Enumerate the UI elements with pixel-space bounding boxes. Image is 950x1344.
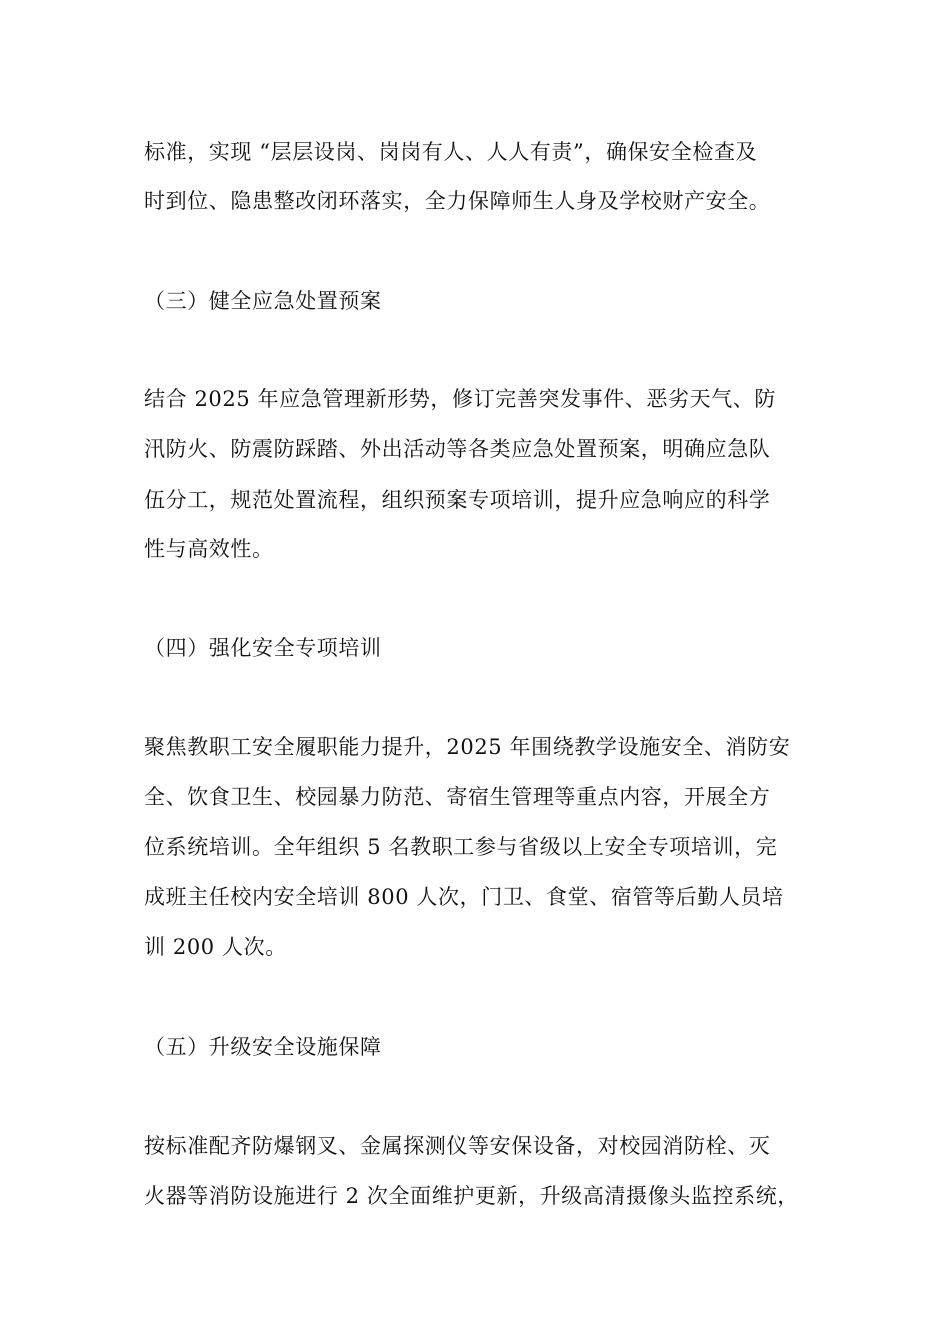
section-heading-3: （三）健全应急处置预案 — [144, 289, 382, 313]
paragraph-4-line-1: 按标准配齐防爆钢叉、金属探测仪等安保设备，对校园消防栓、灭 — [144, 1134, 771, 1158]
paragraph-1-line-1: 标准，实现 “层层设岗、岗岗有人、人人有责”，确保安全检查及 — [144, 140, 758, 164]
paragraph-3-line-1: 聚焦教职工安全履职能力提升，2025 年围绕教学设施安全、消防安 — [144, 735, 791, 759]
paragraph-3-line-3: 位系统培训。全年组织 5 名教职工参与省级以上安全专项培训，完 — [144, 835, 778, 859]
section-heading-5: （五）升级安全设施保障 — [144, 1035, 382, 1059]
paragraph-2-line-2: 汛防火、防震防踩踏、外出活动等各类应急处置预案，明确应急队 — [144, 437, 771, 461]
paragraph-3-line-5: 训 200 人次。 — [144, 935, 287, 959]
paragraph-2-line-1: 结合 2025 年应急管理新形势，修订完善突发事件、恶劣天气、防 — [144, 387, 776, 411]
section-heading-4: （四）强化安全专项培训 — [144, 636, 382, 660]
paragraph-3-line-4: 成班主任校内安全培训 800 人次，门卫、食堂、宿管等后勤人员培 — [144, 885, 784, 909]
paragraph-3-line-2: 全、饮食卫生、校园暴力防范、寄宿生管理等重点内容，开展全方 — [144, 785, 771, 809]
paragraph-2-line-4: 性与高效性。 — [144, 537, 274, 561]
paragraph-1-line-2: 时到位、隐患整改闭环落实，全力保障师生人身及学校财产安全。 — [144, 189, 771, 213]
paragraph-2-line-3: 伍分工，规范处置流程，组织预案专项培训，提升应急响应的科学 — [144, 488, 771, 512]
paragraph-4-line-2: 火器等消防设施进行 2 次全面维护更新，升级高清摄像头监控系统， — [144, 1184, 799, 1208]
